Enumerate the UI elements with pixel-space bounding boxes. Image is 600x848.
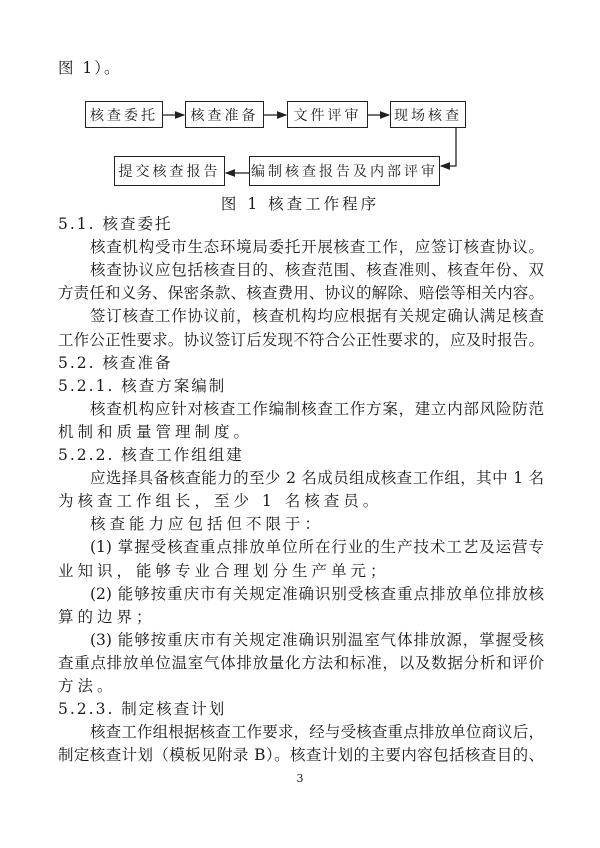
flow-box-prepare: 核查准备	[185, 101, 264, 128]
section-heading: 5.1. 核查委托	[58, 215, 173, 233]
paragraph-line: 算的边界；	[58, 607, 156, 626]
flow-box-submit: 提交核查报告	[114, 156, 225, 186]
paragraph-line: 制定核查计划（模板见附录 B）。核查计划的主要内容包括核查目的、	[58, 746, 544, 765]
paragraph-line: 核查能力应包括但不限于：	[90, 515, 325, 534]
section-heading: 5.2.2. 核查工作组组建	[58, 446, 244, 464]
page-number: 3	[296, 772, 304, 785]
paragraph-line: (3) 能够按重庆市有关规定准确识别温室气体排放源，掌握受核	[90, 630, 544, 649]
paragraph-line: 工作公正性要求。协议签订后发现不符合公正性要求的，应及时报告。	[58, 330, 544, 349]
section-heading: 5.2. 核查准备	[58, 353, 173, 372]
paragraph-line: (1) 掌握受核查重点排放单位所在行业的生产技术工艺及运营专	[90, 538, 544, 557]
paragraph-line: 为核查工作组长，至少 1 名核查员。	[58, 492, 383, 511]
paragraph-line: 业知识，能够专业合理划分生产单元；	[58, 561, 390, 580]
paragraph-line: 查重点排放单位温室气体排放量化方法和标准，以及数据分析和评价	[58, 653, 544, 672]
flow-box-report-review: 编制核查报告及内部评审	[249, 156, 440, 186]
figure-caption: 图 1 核查工作程序	[220, 195, 380, 213]
paragraph-line: 核查机构受市生态环境局委托开展核查工作，应签订核查协议。	[90, 238, 544, 257]
arrow-4	[441, 128, 456, 166]
intro-line: 图 1）。	[58, 59, 122, 77]
paragraph-line: 方法。	[58, 677, 117, 695]
flow-box-document-review: 文件评审	[287, 101, 368, 128]
paragraph-line: 应选择具备核查能力的至少 2 名成员组成核查工作组，其中 1 名	[90, 469, 544, 488]
paragraph-line: 方责任和义务、保密条款、核查费用、协议的解除、赔偿等相关内容。	[58, 284, 544, 303]
paragraph-line: 核查协议应包括核查目的、核查范围、核查准则、核查年份、双	[90, 261, 544, 280]
paragraph-line: 核查工作组根据核查工作要求，经与受核查重点排放单位商议后，	[90, 723, 544, 742]
flow-box-onsite: 现场核查	[390, 101, 466, 128]
paragraph-line: 机制和质量管理制度。	[58, 422, 254, 441]
paragraph-line: 签订核查工作协议前，核查机构均应根据有关规定确认满足核查	[90, 307, 544, 326]
paragraph-line: (2) 能够按重庆市有关规定准确识别受核查重点排放单位排放核	[90, 584, 544, 603]
section-heading: 5.2.3. 制定核查计划	[58, 700, 227, 719]
section-heading: 5.2.1. 核查方案编制	[58, 376, 227, 395]
paragraph-line: 核查机构应针对核查工作编制核查工作方案，建立内部风险防范	[90, 399, 544, 418]
flow-box-entrust: 核查委托	[85, 101, 163, 128]
